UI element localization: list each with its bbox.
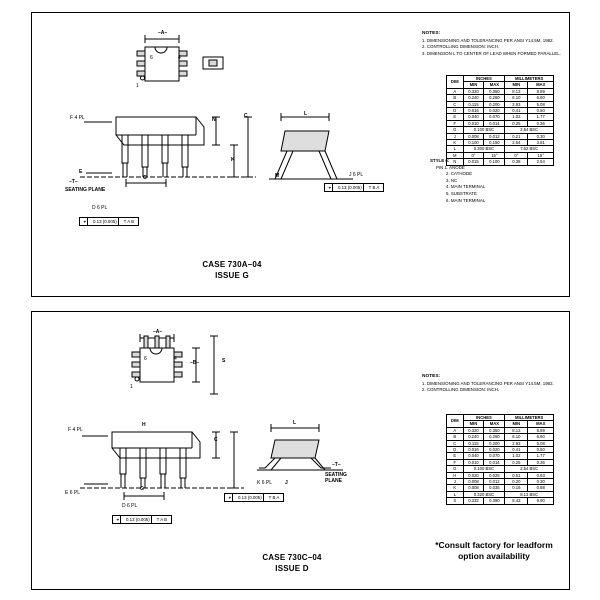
cell: 2.93 [505, 440, 528, 446]
cell: 0.30 [528, 479, 554, 485]
top-f-4pl-label: F 4 PL [70, 115, 85, 121]
cell: 5.08 [528, 440, 554, 446]
table-row [447, 498, 554, 504]
cell: 0.070 [484, 114, 505, 120]
cell: 2.93 [505, 101, 528, 107]
cell: 0.390 [484, 498, 505, 504]
top-fcf-small: ⌖ 0.13 (0.005) T B A [324, 183, 384, 192]
top-seating-plane-label: SEATING PLANE [65, 187, 106, 193]
cell: 0.008 [463, 479, 484, 485]
cell: 2.54 [505, 140, 528, 146]
cell: 0.25 [505, 459, 528, 465]
cell-dim: D [447, 447, 464, 453]
top-dim-a-label: –A– [158, 30, 168, 36]
top-notes-heading: NOTES: [422, 31, 441, 36]
top-l-label: L [304, 111, 308, 117]
bottom-t-datum-label: –T– [332, 462, 341, 468]
case-730a-panel [31, 12, 570, 297]
top-j-6pl-label: J 6 PL [349, 172, 364, 178]
bottom-dimension-table [446, 414, 554, 505]
top-style-pin-1: PIN 1. ANODE [436, 164, 465, 170]
cell: 0.30 [528, 133, 554, 139]
top-notes [422, 31, 562, 57]
cell-dim: A [447, 427, 464, 433]
cell-dim: K [447, 485, 464, 491]
cell: 0.36 [528, 120, 554, 126]
cell-dim: N [447, 159, 464, 165]
cell-dim: M [447, 152, 464, 158]
cell: 0.040 [463, 453, 484, 459]
cell: 0.350 [484, 427, 505, 433]
bottom-plan-view-drawing [110, 328, 240, 410]
bottom-case-number: CASE 730C–04 [262, 553, 322, 562]
cell-dim: L [447, 146, 464, 152]
bottom-notes [422, 374, 562, 394]
cell: 0.260 [484, 95, 505, 101]
bottom-g-label: G [140, 486, 144, 492]
cell: 8.13 BSC [505, 491, 554, 497]
top-plan-view-drawing [117, 29, 237, 99]
col-dim: DIM [447, 76, 464, 89]
cell: 1.02 [505, 453, 528, 459]
group-millimeters: MILLIMETERS [505, 415, 554, 421]
bottom-e-6pl-label: E 6 PL [65, 490, 81, 496]
cell: 7.62 BSC [505, 146, 554, 152]
cell: 0.36 [528, 459, 554, 465]
cell: 2.54 BSC [505, 466, 554, 472]
cell: 0.100 BSC [463, 127, 505, 133]
top-pin1-label: 1 [136, 83, 139, 89]
top-pin4-label: 4 [178, 55, 181, 61]
group-inches: INCHES [463, 76, 505, 82]
cell: 8.89 [528, 88, 554, 94]
bottom-pin1-label: 1 [130, 384, 133, 390]
cell: 0.012 [484, 479, 505, 485]
cell-dim: E [447, 114, 464, 120]
cell: 0.010 [463, 459, 484, 465]
cell: 0.41 [505, 447, 528, 453]
col-mm-min: MIN [505, 421, 528, 427]
cell-dim: A [447, 88, 464, 94]
cell: 0.88 [528, 485, 554, 491]
top-note-3: 3. DIMENSION L TO CENTER OF LEAD WHEN FORMED PARALLEL. [422, 50, 561, 56]
cell-dim: J [447, 479, 464, 485]
col-in-max: MAX [484, 421, 505, 427]
cell: 0.035 [484, 485, 505, 491]
top-m-label: M [275, 173, 280, 179]
bottom-consult-note: *Consult factory for leadform option availability [435, 540, 553, 561]
top-g-label: G [143, 175, 147, 181]
top-style-pin-4: 4. MAIN TERMINAL [446, 184, 486, 190]
bottom-k-6pl-label: K 6 PL [257, 480, 273, 486]
cell-dim: B [447, 95, 464, 101]
top-style-heading: STYLE 6: [430, 158, 450, 163]
top-style-pin-3: 3. NC [446, 177, 458, 183]
col-dim: DIM [447, 415, 464, 428]
cell-dim: C [447, 440, 464, 446]
col-mm-max: MAX [528, 82, 554, 88]
bottom-fcf-main: ⌖ 0.13 (0.005) T A B [112, 515, 172, 524]
bottom-c-label: C [214, 437, 218, 443]
bottom-dim-b-label: –B– [190, 360, 200, 366]
col-in-min: MIN [463, 421, 484, 427]
cell: 0.200 [484, 101, 505, 107]
cell-dim: E [447, 453, 464, 459]
top-e-label: E [79, 169, 83, 175]
top-n-label: N [212, 117, 216, 123]
cell: 0.300 BSC [463, 146, 505, 152]
bottom-l-label: L [293, 420, 297, 426]
cell-dim: F [447, 459, 464, 465]
cell: 0.150 [484, 140, 505, 146]
cell: 0.070 [484, 453, 505, 459]
cell: 0.41 [505, 108, 528, 114]
top-case-number: CASE 730A–04 [202, 260, 262, 269]
top-note-1: 1. DIMENSIONING AND TOLERANCING PER ANSI Y14.5M, 1982. [422, 37, 554, 43]
cell: 0.012 [484, 133, 505, 139]
case-730c-panel [31, 311, 570, 590]
top-c-label: C [244, 113, 248, 119]
cell: 0° [463, 152, 484, 158]
cell-dim: G [447, 466, 464, 472]
top-d-6pl-label: D 6 PL [92, 205, 108, 211]
cell: 2.54 BSC [505, 127, 554, 133]
cell: 0.015 [463, 159, 484, 165]
bottom-notes-heading: NOTES: [422, 374, 441, 379]
cell: 2.54 [528, 159, 554, 165]
cell: 0.020 [484, 108, 505, 114]
cell: 0.50 [528, 108, 554, 114]
cell: 6.10 [505, 434, 528, 440]
bottom-dim-a-label: –A– [153, 329, 163, 335]
cell: 1.77 [528, 453, 554, 459]
cell: 9.90 [528, 498, 554, 504]
top-style-pin-2: 2. CATHODE [446, 171, 473, 177]
cell: 8.89 [528, 427, 554, 433]
cell: 0.63 [528, 472, 554, 478]
cell: 0.50 [528, 447, 554, 453]
cell: 1.02 [505, 114, 528, 120]
cell: 8.13 [505, 88, 528, 94]
top-t-datum-label: –T– [69, 179, 78, 185]
bottom-case-issue: ISSUE D [275, 564, 309, 573]
col-in-min: MIN [463, 82, 484, 88]
cell: 0.020 [484, 447, 505, 453]
cell: 0.21 [505, 133, 528, 139]
cell: 5.08 [528, 101, 554, 107]
cell: 0.115 [463, 101, 484, 107]
cell: 0.014 [484, 459, 505, 465]
cell: 0.320 [463, 88, 484, 94]
col-in-max: MAX [484, 82, 505, 88]
cell: 0.025 [484, 472, 505, 478]
cell-dim: G [447, 127, 464, 133]
cell: 0° [505, 152, 528, 158]
top-front-view-drawing [76, 105, 266, 200]
cell: 0.332 [463, 498, 484, 504]
cell: 1.77 [528, 114, 554, 120]
cell: 6.10 [505, 95, 528, 101]
top-style-pin-5: 5. SUBSTRATE [446, 191, 477, 197]
cell: 0.260 [484, 434, 505, 440]
group-millimeters: MILLIMETERS [505, 76, 554, 82]
cell: 0.100 [463, 140, 484, 146]
bottom-s-label: S [222, 358, 226, 364]
top-note-2: 2. CONTROLLING DIMENSION: INCH. [422, 44, 500, 50]
cell: 0.008 [463, 485, 484, 491]
cell: 0.200 [484, 440, 505, 446]
bottom-note-2: 2. CONTROLLING DIMENSION: INCH. [422, 387, 500, 393]
cell: 0.100 [484, 159, 505, 165]
bottom-h-label: H [142, 422, 146, 428]
top-style-pin-6: 6. MAIN TERMINAL [446, 197, 486, 203]
top-style-list [430, 158, 485, 204]
bottom-note-1: 1. DIMENSIONING AND TOLERANCING PER ANSI Y14.5M, 1982. [422, 380, 554, 386]
cell: 15° [484, 152, 505, 158]
cell: 0.20 [505, 479, 528, 485]
cell: 8.13 [505, 427, 528, 433]
cell: 0.014 [484, 120, 505, 126]
cell: 0.240 [463, 434, 484, 440]
cell: 0.320 [463, 427, 484, 433]
cell: 0.100 BSC [463, 466, 505, 472]
bottom-pin6-label: 6 [144, 356, 147, 362]
top-pin6-label: 6 [150, 55, 153, 61]
cell-dim: B [447, 434, 464, 440]
cell: 6.60 [528, 95, 554, 101]
cell-dim: F [447, 120, 464, 126]
cell-dim: L [447, 491, 464, 497]
cell: 0.016 [463, 447, 484, 453]
cell: 15° [528, 152, 554, 158]
top-k-label: K [231, 157, 235, 163]
bottom-fcf-small: ⌖ 0.13 (0.005) T B A [224, 493, 284, 502]
cell: 0.016 [463, 108, 484, 114]
top-case-title-block [152, 259, 312, 281]
cell: 0.38 [505, 159, 528, 165]
cell-dim: D [447, 108, 464, 114]
bottom-seating-plane-label: SEATING PLANE [325, 472, 347, 484]
cell: 8.43 [505, 498, 528, 504]
top-fcf-main: ⌖ 0.13 (0.005) T A B [79, 217, 139, 226]
top-case-issue: ISSUE G [215, 271, 249, 280]
cell: 0.350 [484, 88, 505, 94]
cell: 0.020 [463, 472, 484, 478]
bottom-f-4pl-label: F 4 PL [68, 427, 83, 433]
cell: 0.040 [463, 114, 484, 120]
top-dimension-table [446, 75, 554, 166]
cell: 0.115 [463, 440, 484, 446]
cell: 0.16 [505, 485, 528, 491]
bottom-d-6pl-label: D 6 PL [122, 503, 138, 509]
cell: 0.320 BSC [463, 491, 505, 497]
cell: 0.51 [505, 472, 528, 478]
cell-dim: J [447, 133, 464, 139]
cell: 0.240 [463, 95, 484, 101]
cell: 0.25 [505, 120, 528, 126]
bottom-j-label: J [285, 480, 288, 486]
cell: 3.81 [528, 140, 554, 146]
cell-dim: C [447, 101, 464, 107]
cell-dim: H [447, 472, 464, 478]
cell: 6.60 [528, 434, 554, 440]
col-mm-min: MIN [505, 82, 528, 88]
cell: 0.010 [463, 120, 484, 126]
cell-dim: K [447, 140, 464, 146]
group-inches: INCHES [463, 415, 505, 421]
col-mm-max: MAX [528, 421, 554, 427]
bottom-pin4-label: 4 [174, 356, 177, 362]
cell: 0.008 [463, 133, 484, 139]
bottom-case-title-block [212, 552, 372, 574]
cell-dim: S [447, 498, 464, 504]
